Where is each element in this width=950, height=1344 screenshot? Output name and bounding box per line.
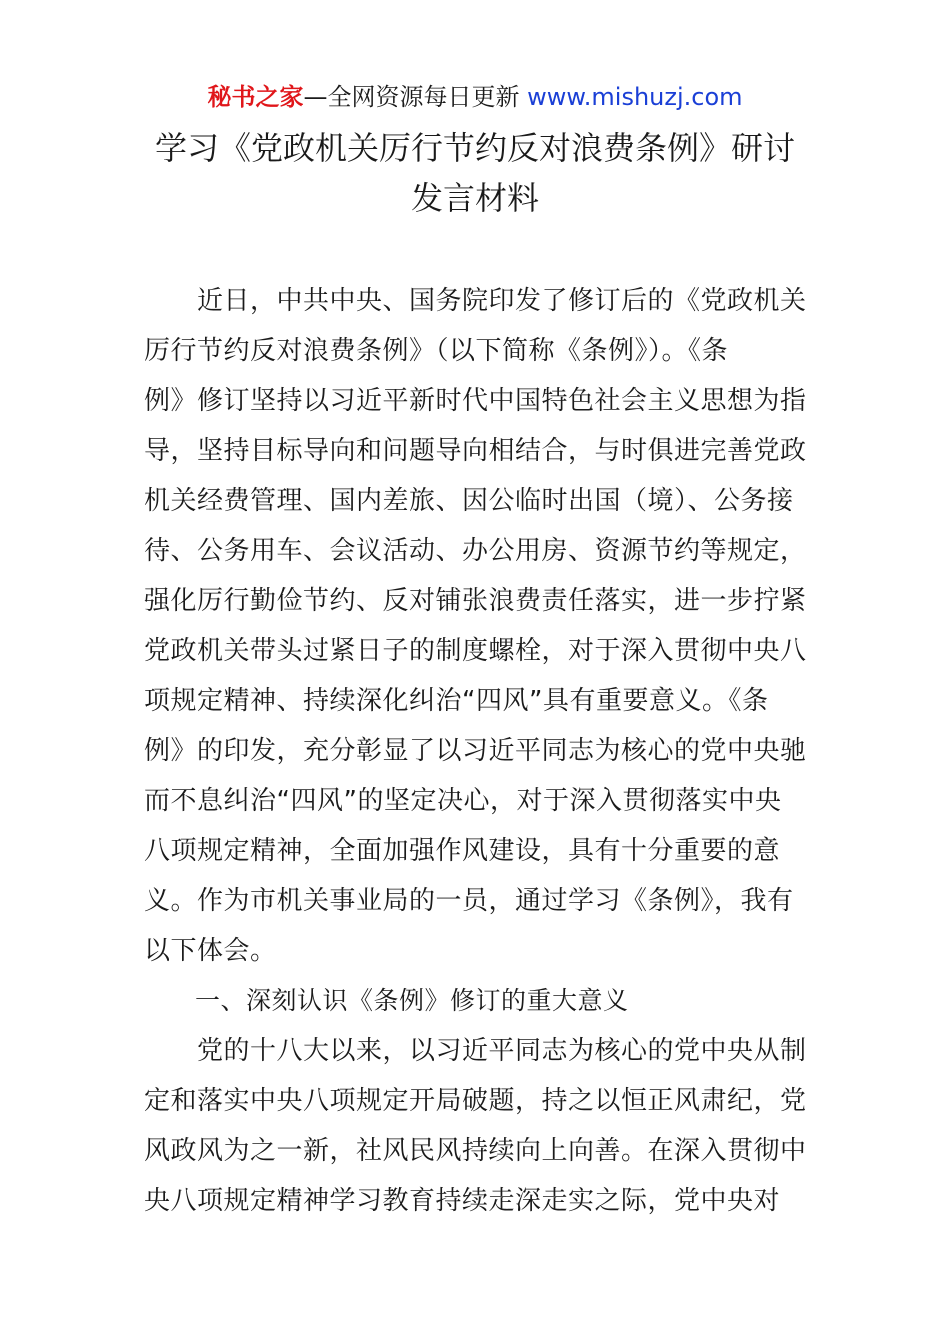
body-line: 风政风为之一新，社风民风持续向上向善。在深入贯彻中 bbox=[144, 1136, 807, 1166]
body-line: 项规定精神、持续深化纠治“四风”具有重要意义。《条 bbox=[144, 686, 769, 716]
body-line: 待、公务用车、会议活动、办公用房、资源节约等规定， bbox=[144, 536, 807, 566]
body-line: 而不息纠治“四风”的坚定决心，对于深入贯彻落实中央 bbox=[144, 786, 782, 816]
section-heading: 一、深刻认识《条例》修订的重大意义 bbox=[144, 986, 629, 1015]
body-line: 央八项规定精神学习教育持续走深走实之际，党中央对 bbox=[144, 1186, 781, 1216]
site-url-link[interactable]: www.mishuzj.com bbox=[527, 83, 743, 111]
body-line: 定和落实中央八项规定开局破题，持之以恒正风肃纪，党 bbox=[144, 1086, 807, 1116]
site-header bbox=[0, 80, 950, 114]
brand-name: 秘书之家 bbox=[207, 83, 304, 111]
document-title-line-2: 发言材料 bbox=[410, 179, 539, 217]
body-line: 厉行节约反对浪费条例》（以下简称《条例》）。《条 bbox=[144, 336, 729, 366]
body-line: 强化厉行勤俭节约、反对铺张浪费责任落实，进一步拧紧 bbox=[144, 586, 807, 616]
body-line: 党政机关带头过紧日子的制度螺栓，对于深入贯彻中央八 bbox=[144, 636, 807, 666]
body-line: 义。作为市机关事业局的一员，通过学习《条例》，我有 bbox=[144, 886, 794, 916]
document-title-line-1: 学习《党政机关厉行节约反对浪费条例》研讨 bbox=[154, 129, 795, 167]
document-body bbox=[144, 276, 809, 1226]
body-line: 以下体会。 bbox=[144, 936, 277, 966]
body-line: 党的十八大以来，以习近平同志为核心的党中央从制 bbox=[144, 1036, 807, 1066]
body-line: 例》的印发，充分彰显了以习近平同志为核心的党中央驰 bbox=[144, 736, 807, 766]
body-line: 机关经费管理、国内差旅、因公临时出国（境）、公务接 bbox=[144, 486, 794, 516]
header-tagline: —全网资源每日更新 bbox=[303, 83, 528, 111]
body-line: 导，坚持目标导向和问题导向相结合，与时俱进完善党政 bbox=[144, 436, 807, 466]
body-line: 八项规定精神，全面加强作风建设，具有十分重要的意 bbox=[144, 836, 781, 866]
body-line: 例》修订坚持以习近平新时代中国特色社会主义思想为指 bbox=[144, 386, 807, 416]
body-line: 近日，中共中央、国务院印发了修订后的《党政机关 bbox=[144, 286, 807, 316]
